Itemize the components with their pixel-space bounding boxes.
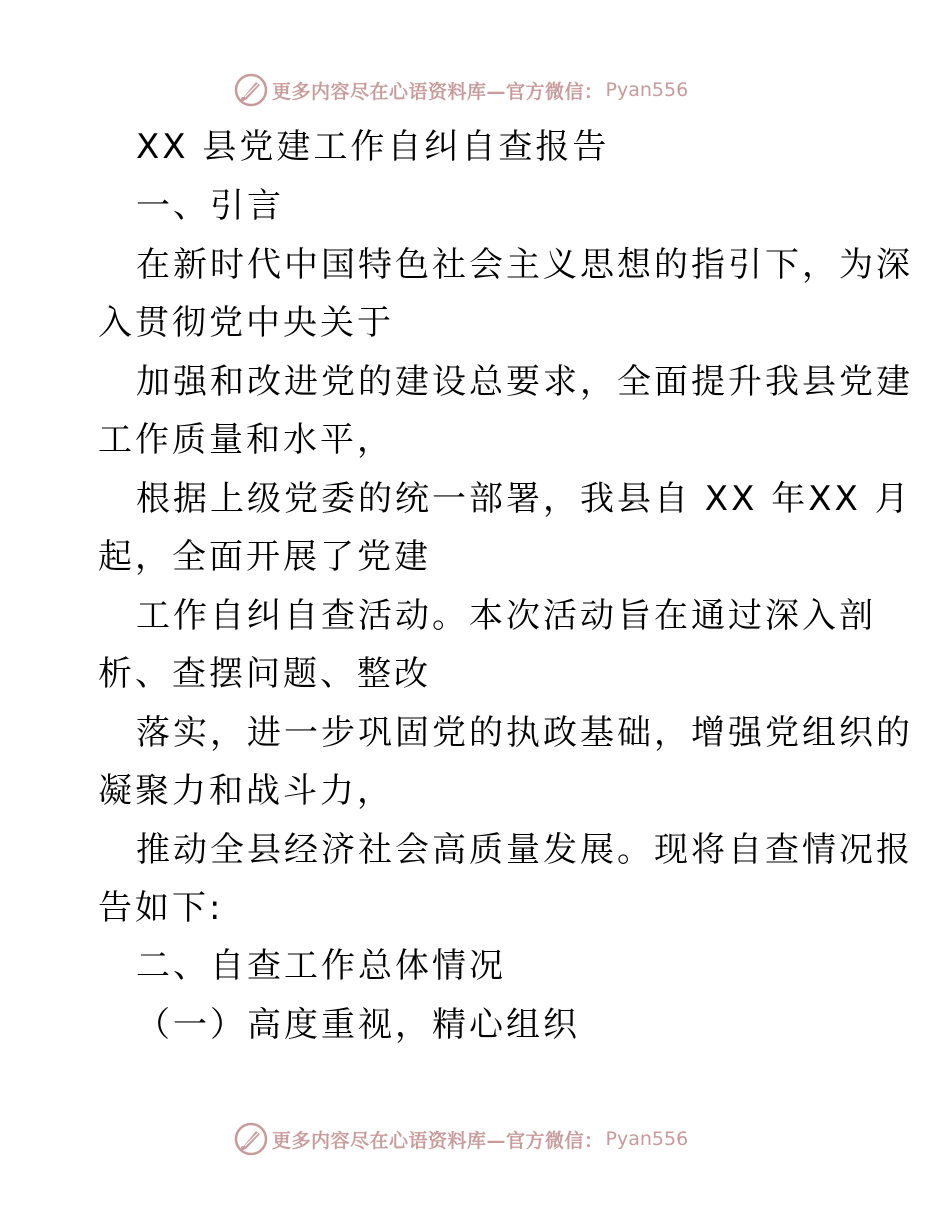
quill-pen-logo-icon: [234, 1122, 268, 1156]
paragraph-line: 起，全面开展了党建: [98, 537, 431, 577]
watermark-wechat-id: Pyan556: [605, 79, 689, 101]
section-heading-introduction: 一、引言: [136, 186, 284, 226]
paragraph-line: 入贯彻党中央关于: [98, 303, 394, 343]
paragraph-line: 工作质量和水平，: [98, 420, 394, 460]
paragraph-line: 告如下:: [98, 888, 224, 928]
paragraph-line: 在新时代中国特色社会主义思想的指引下，为深: [136, 245, 913, 285]
paragraph-line: 析、查摆问题、整改: [98, 654, 431, 694]
paragraph-line: 工作自纠自查活动。本次活动旨在通过深入剖: [136, 596, 876, 636]
paragraph-line: 落实，进一步巩固党的执政基础，增强党组织的: [136, 713, 913, 753]
paragraph-line: 推动全县经济社会高质量发展。现将自查情况报: [136, 830, 913, 870]
section-heading-overview: 二、自查工作总体情况: [136, 946, 506, 986]
watermark-banner-bottom: [234, 1121, 688, 1157]
subsection-heading: （一）高度重视，精心组织: [136, 1005, 580, 1045]
paragraph-line: 凝聚力和战斗力，: [98, 771, 394, 811]
watermark-text: 更多内容尽在心语资料库—官方微信：: [272, 80, 604, 103]
paragraph-line: 加强和改进党的建设总要求，全面提升我县党建: [136, 362, 913, 402]
document-title: XX 县党建工作自纠自查报告: [136, 127, 610, 167]
watermark-text: 更多内容尽在心语资料库—官方微信：: [272, 1129, 604, 1152]
watermark-wechat-id: Pyan556: [605, 1128, 689, 1150]
paragraph-line: 根据上级党委的统一部署，我县自 XX 年XX 月: [136, 479, 912, 519]
